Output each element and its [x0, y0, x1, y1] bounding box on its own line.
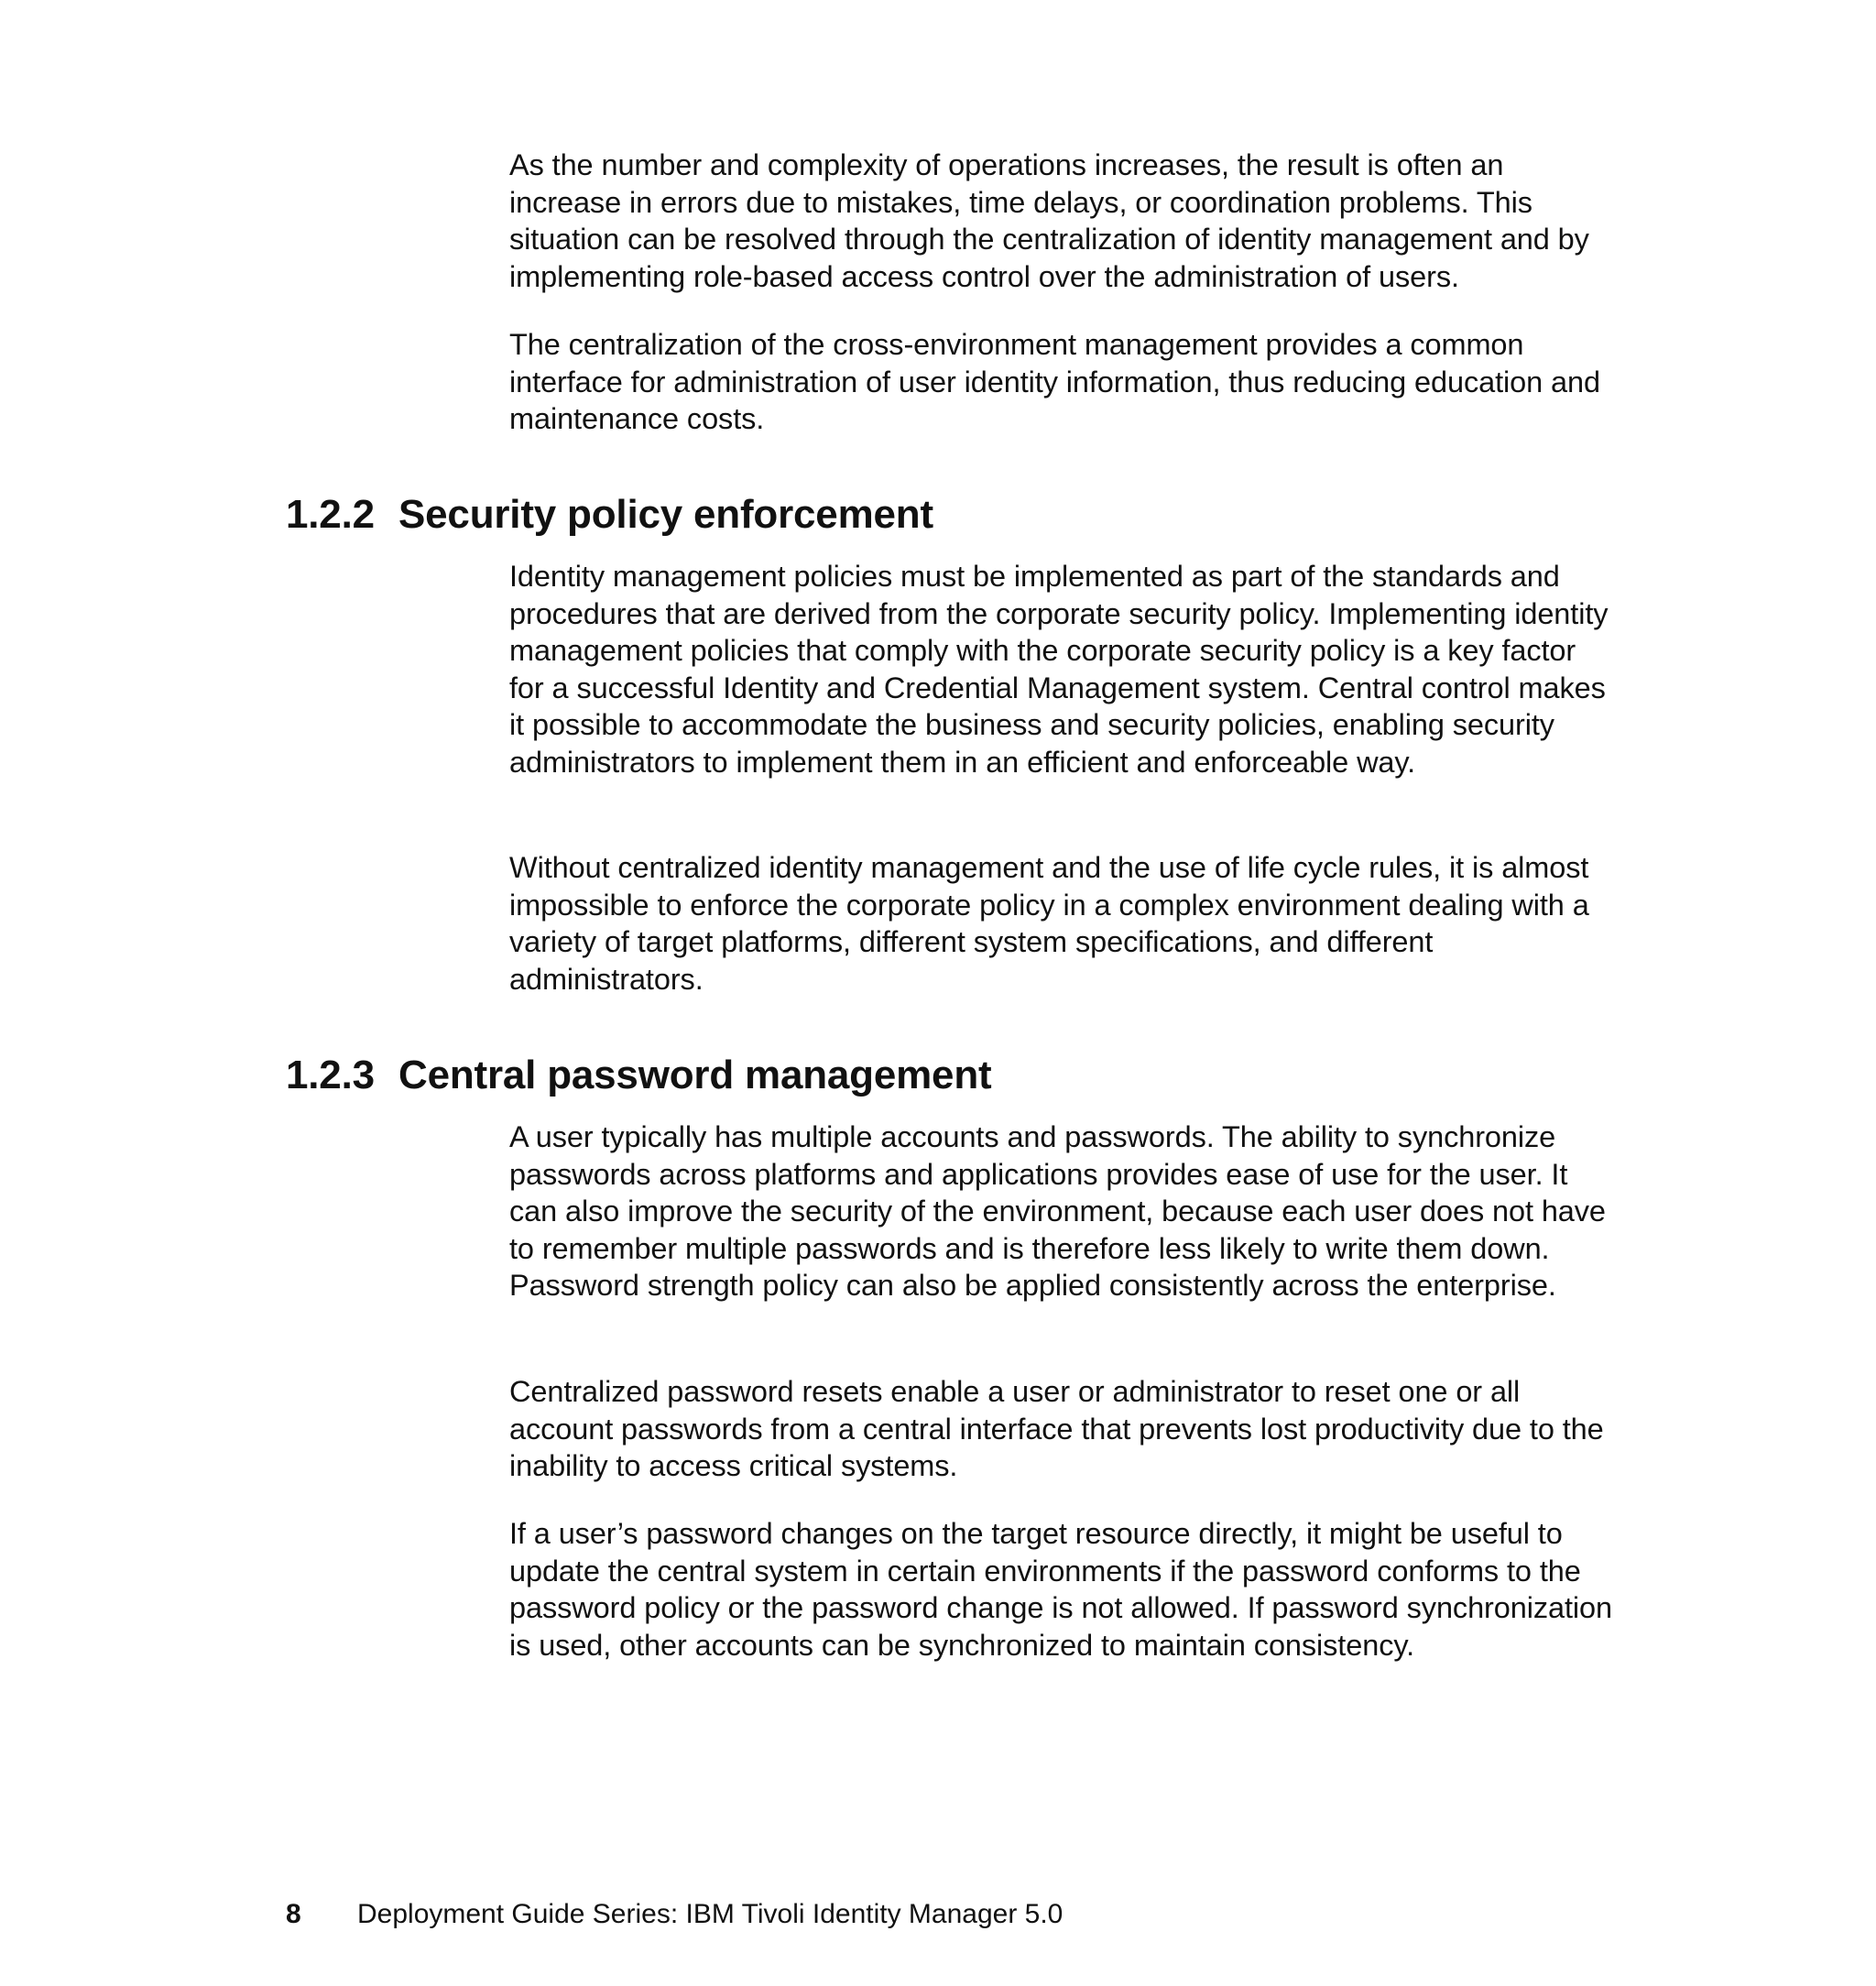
intro-paragraph-1: As the number and complexity of operations increases, the result is often an increase in errors due to mistakes, time delays, or coordination problems. This situation can be resolved through the centralization of identity management and by implementing role-based access control over the administration of users. — [509, 148, 1589, 293]
section-title: Security policy enforcement — [398, 492, 933, 537]
intro-paragraph-2: The centralization of the cross-environment management provides a common interface for administration of user identity information, thus reducing education and maintenance costs. — [509, 328, 1600, 435]
section-paragraph: Centralized password resets enable a user or administrator to reset one or all account passwords from a central interface that prevents lost productivity due to the inability to access critical systems. — [509, 1375, 1604, 1482]
section-title: Central password management — [398, 1053, 992, 1097]
page-footer — [286, 1898, 1063, 1931]
section-heading-security-policy — [286, 491, 933, 539]
section-paragraph: Without centralized identity management and the use of life cycle rules, it is almost impossible to enforce the corporate policy in a complex environment dealing with a variety of target platforms, different system specifications, and different administrators. — [509, 851, 1589, 996]
section-paragraph: A user typically has multiple accounts and passwords. The ability to synchronize passwords across platforms and applications provides ease of use for the user. It can also improve the security of the environment, because each user does not have to remember multiple passwords and is therefore less likely to write them down. Password strength policy can also be applied consistently across the enterprise. — [509, 1120, 1606, 1302]
section-paragraph: Identity management policies must be implemented as part of the standards and procedures that are derived from the corporate security policy. Implementing identity management policies that comply with the corporate security policy is a key factor for a successful Identity and Credential Management system. Central control makes it possible to accommodate the business and security policies, enabling security administrators to implement them in an efficient and enforceable way. — [509, 560, 1609, 779]
section-number: 1.2.3 — [286, 1053, 375, 1097]
section-paragraph: If a user’s password changes on the target resource directly, it might be useful to update the central system in certain environments if the password conforms to the password policy or the password change is not allowed. If password synchronization is used, other accounts can be synchronized to maintain consistency. — [509, 1517, 1612, 1662]
book-title: Deployment Guide Series: IBM Tivoli Identity Manager 5.0 — [357, 1899, 1063, 1929]
section-heading-central-password — [286, 1052, 991, 1099]
section-number: 1.2.2 — [286, 492, 375, 537]
page-number: 8 — [286, 1899, 301, 1929]
